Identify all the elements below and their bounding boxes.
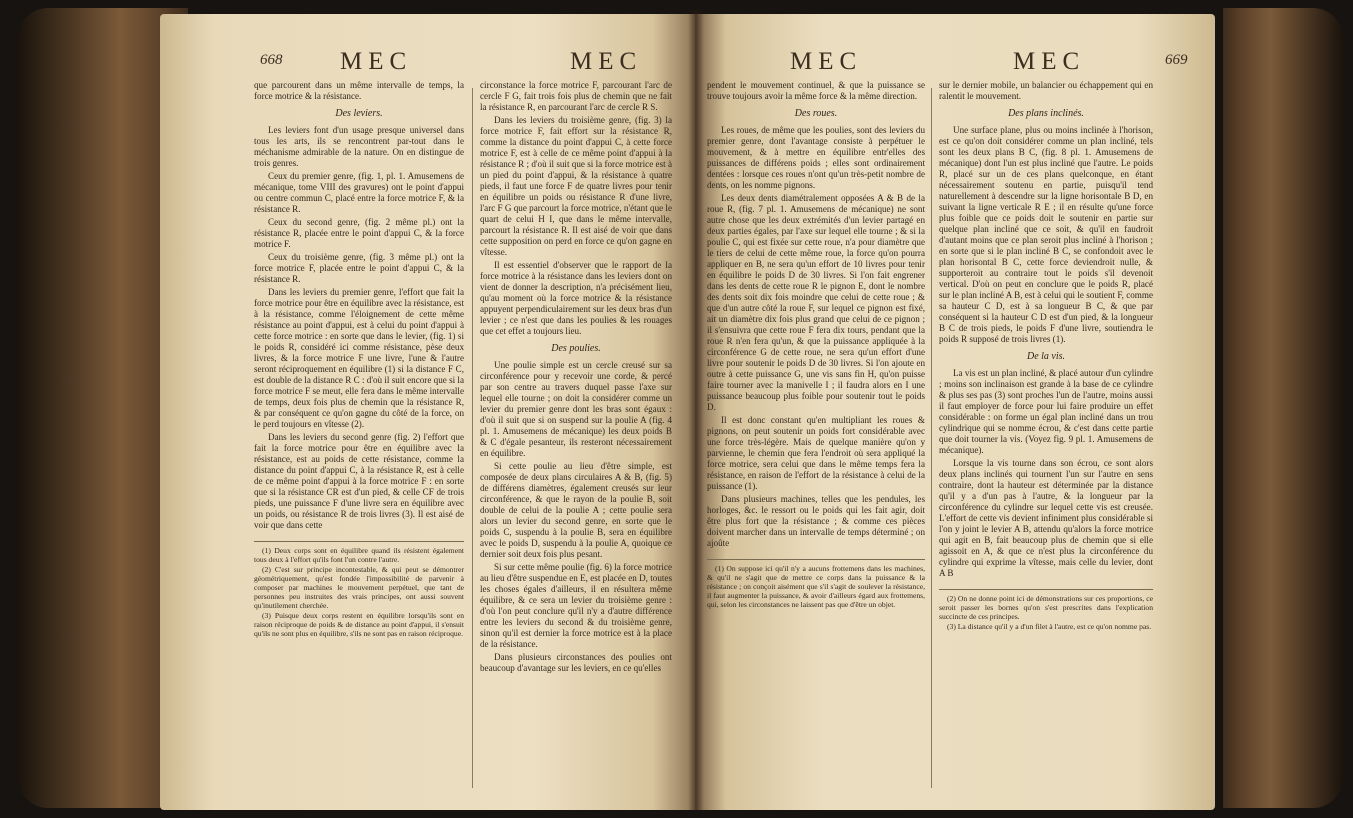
left-page: [160, 14, 695, 810]
right-column-1: [707, 80, 925, 610]
paragraph: Une poulie simple est un cercle creusé sur sa circonférence pour y recevoir une corde, & percé par son centre au travers duquel passe l'axe sur lequel elle tourne ; on doit la considérer comme un levier du premier genre dont les bras sont égaux : d'où il suit que si on suspend sur la poulie A (fig. 4 pl. 1. Amusemens de mécanique) les deux poids B & C d'égale pesanteur, ils resteront nécessairement en équilibre.: [480, 360, 672, 458]
left-running-head-2: MEC: [570, 48, 643, 75]
paragraph: Ceux du second genre, (fig. 2 même pl.) ont la résistance R, placée entre le point d'appui C, & la force motrice F.: [254, 217, 464, 249]
right-page-number: 669: [1165, 52, 1188, 68]
column-rule: [931, 88, 932, 788]
paragraph: Dans les leviers du troisième genre, (fig. 3) la force motrice F, fait effort sur la résistance R, comme la distance du point d'appui C, à cette force motrice F, est à celle de ce même point d'appui à la résistance R ; d'où il suit que si la force motrice est à un pied du point d'appui, & la résistance à quatre pieds, il faut une force F de quatre livres pour tenir en équilibre un poids ou résistance R d'une livre, l'arc F G que parcourt la force motrice, n'étant que le quart de celui H I, que dans le même intervalle, parcourt la résistance R. Il est aisé de voir que dans cette supposition on perd en force ce qu'on gagne en vîtesse.: [480, 115, 672, 257]
paragraph: pendent le mouvement continuel, & que la puissance se trouve toujours avoir la même force & la même direction.: [707, 80, 925, 101]
right-running-head-1: MEC: [790, 48, 863, 75]
section-heading-roues: Des roues.: [794, 108, 838, 119]
paragraph: Il est donc constant qu'en multipliant les roues & pignons, on peut soutenir un poids fort considérable avec une force très-légère. Mais de quelque manière qu'on y parvienne, le chemin que fera l'endroit où sera appliqué la force motrice, sera celui que dans le même temps fera la résistance, en raison de l'effort de la résistance à celui de la puissance (1).: [707, 415, 925, 491]
section-heading-poulies: Des poulies.: [551, 343, 601, 354]
paragraph: que parcourent dans un même intervalle de temps, la force motrice & la résistance.: [254, 80, 464, 101]
paragraph: Si sur cette même poulie (fig. 6) la force motrice au lieu d'être suspendue en E, est placée en D, toutes les choses égales d'ailleurs, il en résultera même équilibre, & ce sera un levier du troisième genre : d'où l'on peut conclure qu'il n'y a d'autre différence entre les leviers du second & du troisième genre, sinon qu'il est dernier la force motrice est à la place de la résistance.: [480, 562, 672, 649]
paragraph: Une surface plane, plus ou moins inclinée à l'horison, est ce qu'on doit considérer comme un plan incliné, tels sont les deux plans B C, (fig. 8 pl. 1. Amusemens de mécanique) dont l'un est plus incliné que l'autre. Le poids R, placé sur un de ces plans quelconque, en étant nécessairement soutenu en partie, puisqu'il tend naturellement à descendre sur la ligne horisontale B D, en suivant la ligne verticale R E ; il en résulte qu'une force plus foible que ce poids doit le soutenir en partie sur quelque plan incliné que ce soit, & qu'il en faudroit d'autant moins que ce plan seroit plus incliné à l'horison ; en sorte que si le plan incliné B C, se confondoit avec le plan horisontal B C, cette force deviendroit nulle, & supporteroit au contraire tout le poids s'il devenoit vertical. D'où on peut en conclure que le poids R, placé sur le plan incliné A B, est à celui qui le soutient F, comme sa hauteur C D, est à sa longueur B C, & que par conséquent si la hauteur C D est d'un pied, & la longueur B C de trois pieds, le poids F d'une livre, soutiendra le poids R supposé de trois livres (1).: [939, 125, 1153, 344]
footnote: (3) Puisque deux corps restent en équilibre lorsqu'ils sont en raison réciproque de poids & de distance au point d'appui, il s'ensuit qu'ils ne sont plus en équilibre, s'ils ne sont pas en raison réciproque.: [254, 611, 464, 638]
paragraph: Les roues, de même que les poulies, sont des leviers du premier genre, dont l'avantage consiste à perpétuer le mouvement, & à mettre en équilibre entr'elles des puissances de différens poids ; elles sont ordinairement dentées : lorsque ces roues n'ont qu'un très-petit nombre de dents, on les nomme pignons.: [707, 125, 925, 190]
book-gutter: [688, 10, 704, 810]
column-rule: [472, 88, 473, 788]
footnotes: [939, 589, 1153, 631]
paragraph: Les deux dents diamétralement opposées A & B de la roue R, (fig. 7 pl. 1. Amusemens de mécanique) ne sont autre chose que les deux extrémités d'un levier partagé en deux parties égales, par l'axe sur lequel elle tourne ; & si la poulie C, qui est fixée sur cette roue, n'a pour diamètre que le tiers de celui de cette même roue, la force qu'on pourra appliquer en B, ne sera qu'un effort de 10 livres pour tenir en équilibre le poids D de 30 livres. Si l'on fait engrener dans les dents de cette roue R le pignon E, dont le nombre des dents soit dix fois moindre que celui de cette roue ; & que d'un autre côté la roue F, sur lequel ce pignon est fixé, ait un diamètre dix fois plus grand que celui de ce pignon ; il s'ensuivra que cette roue F fera dix tours, pendant que la roue R n'en fera qu'un, & que la puissance appliquée à la circonférence G de cette roue, ne sera qu'un effort d'une livre pour soutenir le poids D de 30 livres. Si l'on ajoute en outre à cette puissance G, une vis sans fin H, qu'on puisse faire tourner avec la manivelle I ; il faudra alors en I une puissance beaucoup plus foible pour soutenir tout le poids D.: [707, 193, 925, 412]
footnote: (2) On ne donne point ici de démonstrations sur ces proportions, ce seroit passer les bornes qu'on s'est prescrites dans l'explication succincte de ces principes.: [939, 594, 1153, 621]
paragraph: Il est essentiel d'observer que le rapport de la force motrice à la résistance dans les leviers dont on vient de donner la description, n'a précisément lieu, qu'au moment où la force motrice & la résistance appuyent perpendiculairement sur les deux bras d'un levier ; ce n'est que dans les poulies & les rouages que cet effet a toujours lieu.: [480, 260, 672, 336]
footnotes: [707, 559, 925, 609]
right-running-head-2: MEC: [1013, 48, 1086, 75]
paragraph: circonstance la force motrice F, parcourant l'arc de cercle F G, fait trois fois plus de chemin que ne fait la résistance R, en parcourant l'arc de cercle R S.: [480, 80, 672, 112]
paragraph: Les leviers font d'un usage presque universel dans tous les arts, ils se rencontrent par-tout dans le méchanisme admirable de la nature. On en distingue de trois genres.: [254, 125, 464, 168]
book-edge-right: [1223, 8, 1343, 808]
section-heading-leviers: Des leviers.: [335, 108, 383, 119]
left-column-2: [480, 80, 672, 676]
footnotes: [254, 541, 464, 638]
paragraph: Si cette poulie au lieu d'être simple, est composée de deux plans circulaires A & B, (fig. 5) de différens diamètres, également creusés sur leur circonférence, & que le rayon de la poulie B, soit double de celui de la poulie A ; cette poulie sera alors un levier du second genre, en sorte que le poids C, suspendu à la poulie B, sera en équilibre avec le poids D, suspendu à la poulie A, quoique ce dernier soit deux fois plus pesant.: [480, 461, 672, 559]
paragraph: sur le dernier mobile, un balancier ou échappement qui en ralentit le mouvement.: [939, 80, 1153, 101]
footnote: (2) C'est sur principe incontestable, & qui peut se démontrer géométriquement, qu'est fondée l'impossibilité de parvenir à composer par machines le mouvement perpétuel, que tant de personnes peu instruites des vrais principes, ont aussi souvent qu'inutilement cherchée.: [254, 565, 464, 610]
paragraph: Lorsque la vis tourne dans son écrou, ce sont alors deux plans inclinés qui tournent l'un sur l'autre en sens contraire, dont la hauteur est déterminée par la distance qu'il y a d'un pas à l'autre, & la longueur par la circonférence du cylindre sur lequel cette vis est creusée. L'effort de cette vis devient infiniment plus considérable si l'on y joint le levier A B, attendu qu'alors la force motrice qui agit en B, fait beaucoup plus de chemin que si elle agissoit en A, & que ce n'est plus la circonférence du cylindre qui exprime la vîtesse, mais celle du levier, dont A B: [939, 458, 1153, 578]
left-page-number: 668: [260, 52, 283, 68]
footnote: (1) On suppose ici qu'il n'y a aucuns frottemens dans les machines, & qu'il ne s'agit que de mettre ce corps dans la puissance & la résistance ; on conçoit aisément que s'il s'agit de soulever la résistance, il faut augmenter la puissance, & avoir d'ailleurs égard aux frottemens, qui, selon les circonstances ne laissent pas que d'être un objet.: [707, 564, 925, 609]
footnote: (3) La distance qu'il y a d'un filet à l'autre, est ce qu'on nomme pas.: [947, 622, 1152, 631]
left-running-head-1: MEC: [340, 48, 413, 75]
paragraph: Dans plusieurs circonstances des poulies ont beaucoup d'avantage sur les leviers, en ce qu'elles: [480, 652, 672, 673]
section-heading-vis: De la vis.: [1026, 351, 1066, 362]
right-column-2: [939, 80, 1153, 632]
paragraph: Dans plusieurs machines, telles que les pendules, les horloges, &c. le ressort ou le poids qui les fait agir, doit être plus fort que la résistance ; & comme ces pièces doivent marcher dans un intervalle de temps déterminé ; on ajoûte: [707, 494, 925, 548]
section-heading-plans: Des plans inclinés.: [1008, 108, 1084, 119]
paragraph: Dans les leviers du second genre (fig. 2) l'effort que fait la force motrice pour être en équilibre avec la résistance, est au poids de cette résistance, comme la distance du point d'appui C, à la résistance R, est à celle de ce même point d'appui à la force motrice F : en sorte que si la résistance CR est d'un pied, & celle CF de trois pieds, une puissance F d'une livre sera en équilibre avec un poids, ou résistance R de trois livres (3). Il est aisé de voir que dans cette: [254, 432, 464, 530]
paragraph: Ceux du troisième genre, (fig. 3 même pl.) ont la force motrice F, placée entre le point d'appui C, & la résistance R.: [254, 252, 464, 284]
right-page: [695, 14, 1215, 810]
footnote: (1) Deux corps sont en équilibre quand ils résistent également tous deux à l'effort qu'ils font l'un contre l'autre.: [254, 546, 464, 564]
paragraph: Ceux du premier genre, (fig. 1, pl. 1. Amusemens de mécanique, tome VIII des gravures) ont le point d'appui ou centre commun C, placé entre la force motrice F, & la résistance R.: [254, 171, 464, 214]
paragraph: La vis est un plan incliné, & placé autour d'un cylindre ; moins son inclinaison est grande à la base de ce cylindre & plus ses pas (3) sont proches l'un de l'autre, moins aussi il faut employer de force pour lui faire produire un effet considérable : on forme un égal plan incliné dans un trou cylindrique qui se nomme écrou, & c'est dans cette partie que doit tourner la vis. (Voyez fig. 9 pl. 1. Amusemens de mécanique).: [939, 368, 1153, 455]
left-column-1: [254, 80, 464, 639]
paragraph: Dans les leviers du premier genre, l'effort que fait la force motrice pour être en équilibre avec la résistance, est à la résistance, comme l'éloignement de cette même résistance au point d'appui, est à celui du point d'appui à cette force motrice : en sorte que dans le levier, (fig. 1) si le poids R, considéré ici comme résistance, pèse deux livres, & la force motrice F une livre, l'une & l'autre seront réciproquement en équilibre (1) si la distance F C, est double de la distance R C : d'où il suit encore que si la force motrice F se meut, elle fera dans le même intervalle de temps, deux fois plus de chemin que la résistance R, & par conséquent ce qu'on gagne du côté de la force, on le perd toujours en vîtesse (2).: [254, 287, 464, 429]
